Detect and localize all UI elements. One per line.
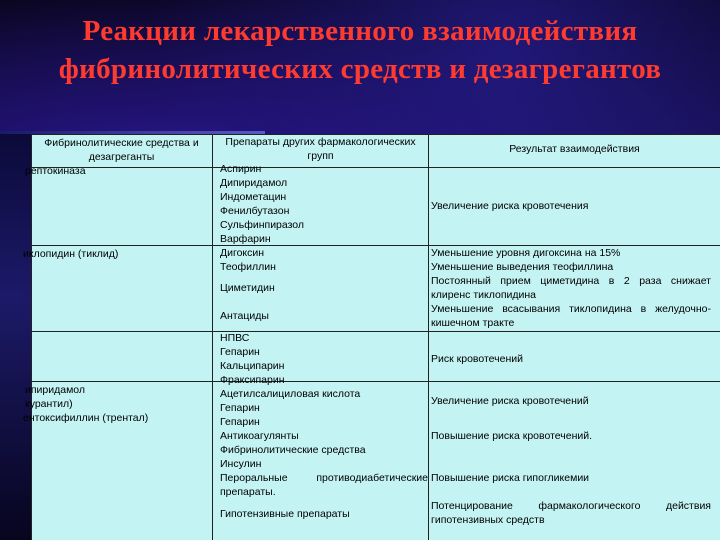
header-col1-line2: дезагреганты <box>88 150 155 163</box>
row-divider-2 <box>31 331 720 332</box>
drug-item: Варфарин <box>220 233 271 245</box>
result-item: Уменьшение выведения теофиллина <box>431 261 614 273</box>
drug-item: Инсулин <box>220 458 262 470</box>
result-item: кишечном тракте <box>431 317 515 329</box>
header-col2-line1: Препараты других фармакологических <box>225 136 416 148</box>
header-col3: Результат взаимодействия <box>509 143 640 155</box>
col1-streptokinase: рептокиназа <box>25 165 86 177</box>
drug-item: Фраксипарин <box>220 374 285 386</box>
slide-title-line1: Реакции лекарственного взаимодействия <box>82 15 638 47</box>
drug-item: Гепарин <box>220 346 260 358</box>
result-item: Увеличение риска кровотечений <box>431 395 589 407</box>
header-col2-line2: групп <box>307 149 334 162</box>
drug-item: Гепарин <box>220 416 260 428</box>
header-divider <box>31 167 720 168</box>
drug-item: Сульфинпиразол <box>220 219 305 231</box>
result-item: Повышение риска гипогликемии <box>431 472 590 484</box>
slide-title-line2: фибринолитических средств и дезагрегантов <box>58 53 662 85</box>
interaction-table <box>23 134 720 540</box>
drug-item: Фибринолитические средства <box>220 444 366 456</box>
drug-item: Циметидин <box>220 282 275 294</box>
result-item: Потенцирование фармакологического действия <box>431 500 711 512</box>
drug-item: Антикоагулянты <box>220 430 299 442</box>
col1-curantyl: курантил) <box>25 398 73 410</box>
drug-item: Пероральные противодиабетические <box>220 472 428 484</box>
header-col1 <box>31 137 212 164</box>
result-item: Уменьшение всасывания тиклопидина в желудочно- <box>431 303 711 315</box>
result-item: клиренс тиклопидина <box>431 289 536 301</box>
result-item: Уменьшение уровня дигоксина на 15% <box>431 247 621 259</box>
result-item: Риск кровотечений <box>431 353 523 365</box>
drug-item: Гепарин <box>220 402 260 414</box>
drug-item: Теофиллин <box>220 261 276 273</box>
result-item: Постоянный прием циметидина в 2 раза снижает <box>431 275 711 287</box>
row-divider-3 <box>31 381 720 382</box>
drug-item: Гипотензивные препараты <box>220 508 350 520</box>
drug-item: Аспирин <box>220 163 262 175</box>
drug-item: Фенилбутазон <box>220 205 290 217</box>
result-item: Увеличение риска кровотечения <box>431 200 589 212</box>
table-border-top <box>31 134 720 135</box>
result-item: Повышение риска кровотечений. <box>431 430 593 442</box>
drug-item: Антациды <box>220 310 269 322</box>
slide-title <box>0 12 720 88</box>
row-divider-1 <box>31 245 720 246</box>
col1-dipyridamole: ипиридамол <box>25 384 86 396</box>
col1-ticlopidine: иклопидин (тиклид) <box>23 248 119 260</box>
header-col1-line1: Фибринолитические средства и <box>44 137 199 149</box>
drug-item: Ацетилсалициловая кислота <box>220 388 361 400</box>
left-edge-shadow <box>0 134 31 540</box>
drug-item: Дипиридамол <box>220 177 288 189</box>
table-border-left <box>31 134 32 540</box>
col1-pentoxifylline: ентоксифиллин (трентал) <box>23 412 149 424</box>
drug-item: Дигоксин <box>220 247 265 259</box>
drug-item: Кальципарин <box>220 360 285 372</box>
drug-item: Индометацин <box>220 191 287 203</box>
column-divider-1 <box>212 134 213 540</box>
result-item: гипотензивных средств <box>431 514 545 526</box>
drug-item: препараты. <box>220 486 276 498</box>
header-col2 <box>213 136 428 163</box>
column-divider-2 <box>428 134 429 540</box>
drug-item: НПВС <box>220 332 250 344</box>
